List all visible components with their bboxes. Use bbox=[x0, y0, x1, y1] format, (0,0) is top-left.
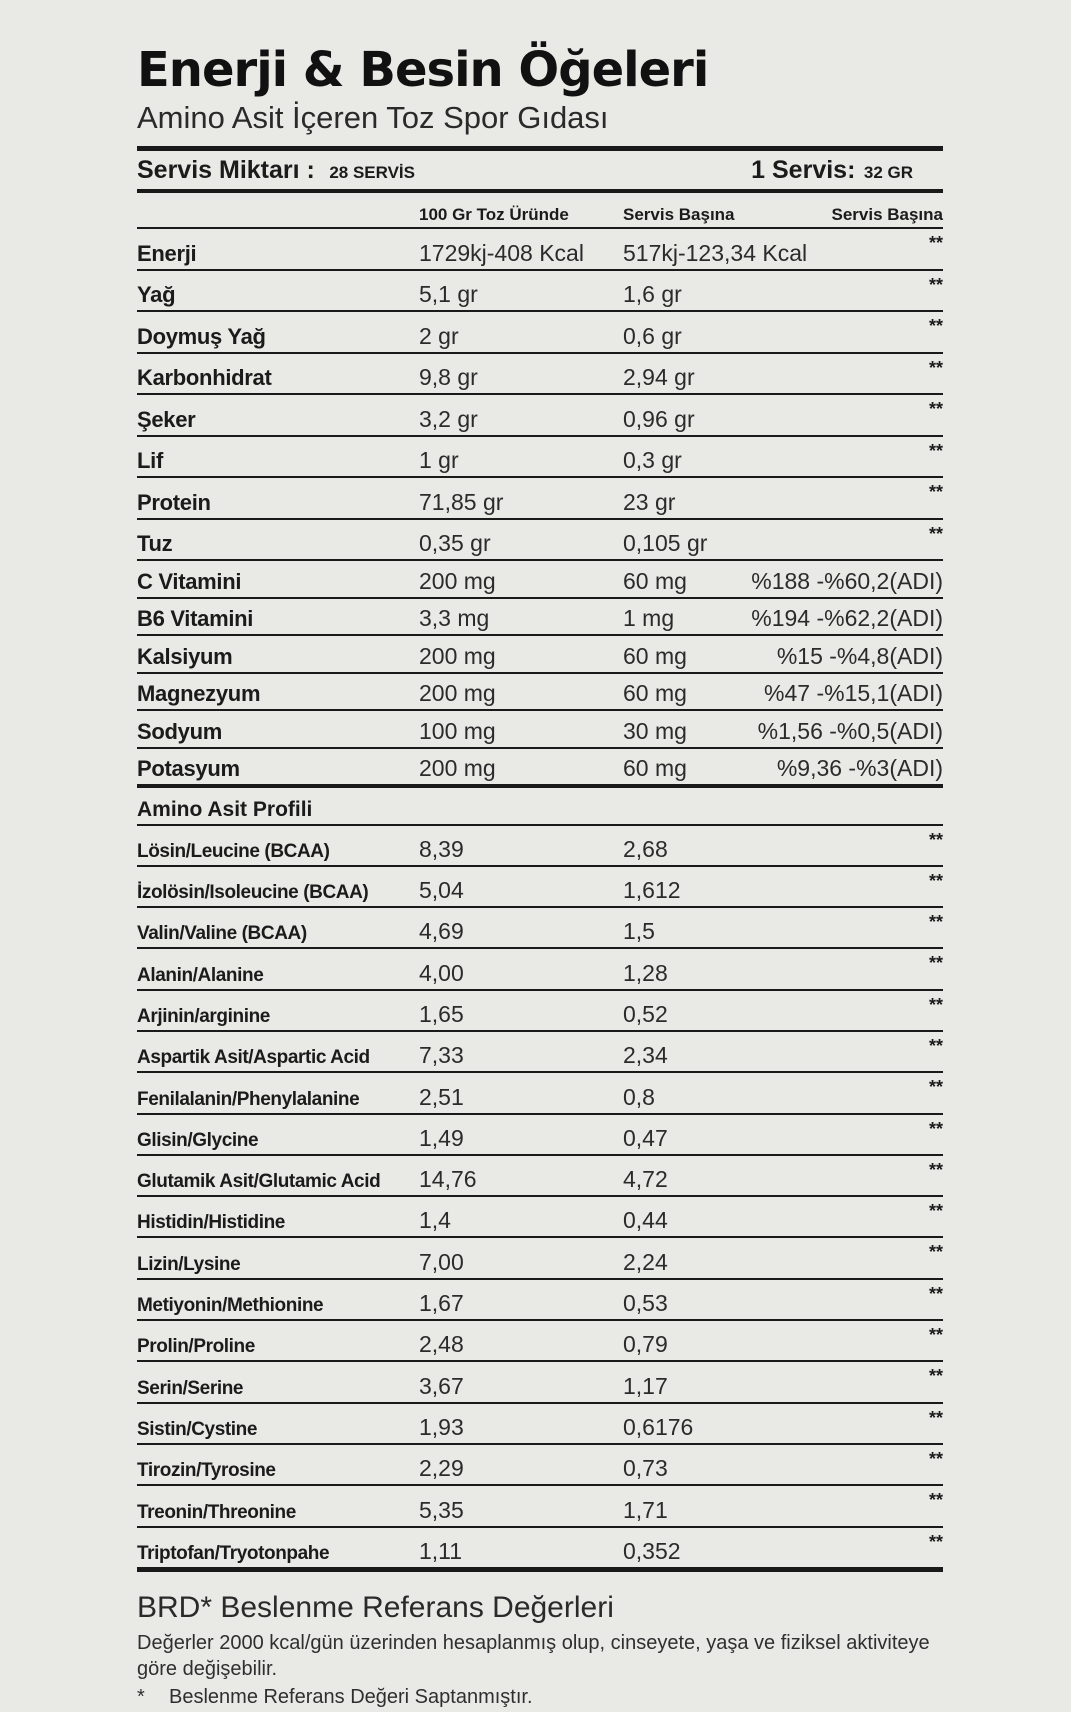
table-row bbox=[137, 1114, 943, 1155]
nutrient-per100: 200 mg bbox=[419, 673, 623, 711]
nutrient-per100: 3,3 mg bbox=[419, 598, 623, 636]
header-per-serving: Servis Başına bbox=[623, 193, 745, 228]
table-row bbox=[137, 228, 943, 270]
amino-reference: ** bbox=[745, 825, 943, 866]
nutrient-name: B6 Vitamini bbox=[137, 598, 419, 636]
amino-reference: ** bbox=[745, 1237, 943, 1278]
nutrient-per100: 200 mg bbox=[419, 560, 623, 598]
amino-per100: 8,39 bbox=[419, 825, 623, 866]
amino-per100: 4,69 bbox=[419, 907, 623, 948]
amino-reference: ** bbox=[745, 1031, 943, 1072]
page-subtitle: Amino Asit İçeren Toz Spor Gıdası bbox=[137, 100, 609, 135]
table-row bbox=[137, 477, 943, 519]
serving-size-label: 1 Servis: bbox=[751, 156, 856, 184]
nutrient-per-serving: 0,96 gr bbox=[623, 394, 745, 436]
nutrient-name: Lif bbox=[137, 436, 419, 478]
nutrient-reference: ** bbox=[745, 353, 943, 395]
nutrient-name: C Vitamini bbox=[137, 560, 419, 598]
table-row bbox=[137, 1361, 943, 1402]
amino-name: Glutamik Asit/Glutamic Acid bbox=[137, 1155, 419, 1196]
nutrient-per100: 5,1 gr bbox=[419, 270, 623, 312]
nutrient-name: Potasyum bbox=[137, 748, 419, 787]
amino-name: Fenilalanin/Phenylalanine bbox=[137, 1072, 419, 1113]
table-row bbox=[137, 1527, 943, 1570]
amino-reference: ** bbox=[745, 990, 943, 1031]
nutrient-reference: ** bbox=[745, 394, 943, 436]
amino-reference: ** bbox=[745, 1155, 943, 1196]
nutrient-reference: %1,56 -%0,5(ADI) bbox=[745, 710, 943, 748]
amino-per100: 7,00 bbox=[419, 1237, 623, 1278]
nutrient-per-serving: 517kj-123,34 Kcal bbox=[623, 228, 745, 270]
nutrient-per-serving: 60 mg bbox=[623, 673, 745, 711]
header-per-serving-ref: Servis Başına bbox=[745, 193, 943, 228]
amino-reference: ** bbox=[745, 1444, 943, 1485]
nutrient-reference: %188 -%60,2(ADI) bbox=[745, 560, 943, 598]
nutrient-reference: ** bbox=[745, 228, 943, 270]
amino-per100: 7,33 bbox=[419, 1031, 623, 1072]
nutrient-name: Tuz bbox=[137, 519, 419, 561]
amino-reference: ** bbox=[745, 866, 943, 907]
nutrient-per100: 3,2 gr bbox=[419, 394, 623, 436]
amino-per-serving: 1,71 bbox=[623, 1485, 745, 1526]
amino-per100: 14,76 bbox=[419, 1155, 623, 1196]
amino-name: Serin/Serine bbox=[137, 1361, 419, 1402]
nutrient-per-serving: 60 mg bbox=[623, 560, 745, 598]
amino-per-serving: 0,53 bbox=[623, 1279, 745, 1320]
note-marker: * bbox=[137, 1685, 145, 1708]
nutrition-label bbox=[137, 40, 943, 1712]
table-row bbox=[137, 748, 943, 787]
amino-per-serving: 0,47 bbox=[623, 1114, 745, 1155]
table-row bbox=[137, 519, 943, 561]
amino-per100: 2,51 bbox=[419, 1072, 623, 1113]
amino-name: Tirozin/Tyrosine bbox=[137, 1444, 419, 1485]
table-row bbox=[137, 1237, 943, 1278]
serving-size-value: 32 GR bbox=[863, 163, 913, 182]
amino-rows bbox=[137, 786, 943, 1569]
nutrient-per-serving: 1 mg bbox=[623, 598, 745, 636]
amino-header-row bbox=[137, 786, 943, 825]
page-title: Enerji & Besin Öğeleri bbox=[137, 42, 709, 98]
serving-amount-value: 28 SERVİS bbox=[329, 163, 415, 182]
serving-amount-label: Servis Miktarı : bbox=[137, 156, 315, 184]
nutrient-rows bbox=[137, 228, 943, 786]
nutrient-per100: 1729kj-408 Kcal bbox=[419, 228, 623, 270]
nutrient-reference: ** bbox=[745, 436, 943, 478]
amino-per100: 4,00 bbox=[419, 948, 623, 989]
amino-name: Alanin/Alanine bbox=[137, 948, 419, 989]
serving-amount bbox=[137, 151, 415, 193]
table-row bbox=[137, 1320, 943, 1361]
table-row bbox=[137, 866, 943, 907]
amino-name: Glisin/Glycine bbox=[137, 1114, 419, 1155]
nutrient-reference: %9,36 -%3(ADI) bbox=[745, 748, 943, 787]
nutrient-per100: 100 mg bbox=[419, 710, 623, 748]
brd-description: Değerler 2000 kcal/gün üzerinden hesaplanmış olup, cinseyete, yaşa ve fiziksel aktiviteye göre değişebilir. bbox=[137, 1631, 930, 1680]
amino-per100: 1,67 bbox=[419, 1279, 623, 1320]
amino-name: İzolösin/Isoleucine (BCAA) bbox=[137, 866, 419, 907]
amino-per-serving: 1,612 bbox=[623, 866, 745, 907]
amino-reference: ** bbox=[745, 1279, 943, 1320]
amino-per-serving: 2,68 bbox=[623, 825, 745, 866]
serving-info bbox=[137, 151, 943, 189]
table-row bbox=[137, 907, 943, 948]
amino-per-serving: 2,34 bbox=[623, 1031, 745, 1072]
amino-name: Arjinin/arginine bbox=[137, 990, 419, 1031]
table-row bbox=[137, 948, 943, 989]
header-empty bbox=[137, 193, 419, 228]
nutrient-name: Doymuş Yağ bbox=[137, 311, 419, 353]
nutrient-per-serving: 0,3 gr bbox=[623, 436, 745, 478]
nutrient-reference: ** bbox=[745, 270, 943, 312]
amino-reference: ** bbox=[745, 1072, 943, 1113]
amino-per100: 5,35 bbox=[419, 1485, 623, 1526]
nutrient-per-serving: 2,94 gr bbox=[623, 353, 745, 395]
table-row bbox=[137, 311, 943, 353]
nutrient-name: Enerji bbox=[137, 228, 419, 270]
table-row bbox=[137, 1403, 943, 1444]
brd-title: BRD* Beslenme Referans Değerleri bbox=[137, 1590, 614, 1624]
table-row bbox=[137, 1031, 943, 1072]
nutrient-name: Protein bbox=[137, 477, 419, 519]
amino-name: Lizin/Lysine bbox=[137, 1237, 419, 1278]
table-row bbox=[137, 990, 943, 1031]
nutrient-reference: %15 -%4,8(ADI) bbox=[745, 635, 943, 673]
nutrition-table bbox=[137, 193, 943, 1572]
amino-name: Prolin/Proline bbox=[137, 1320, 419, 1361]
table-row bbox=[137, 635, 943, 673]
table-row bbox=[137, 1279, 943, 1320]
nutrient-per100: 0,35 gr bbox=[419, 519, 623, 561]
nutrient-reference: %194 -%62,2(ADI) bbox=[745, 598, 943, 636]
amino-per100: 3,67 bbox=[419, 1361, 623, 1402]
nutrient-per-serving: 60 mg bbox=[623, 748, 745, 787]
amino-reference: ** bbox=[745, 1114, 943, 1155]
nutrient-name: Karbonhidrat bbox=[137, 353, 419, 395]
header-per100: 100 Gr Toz Üründe bbox=[419, 193, 623, 228]
amino-per-serving: 0,44 bbox=[623, 1196, 745, 1237]
table-row bbox=[137, 673, 943, 711]
amino-per-serving: 0,352 bbox=[623, 1527, 745, 1570]
amino-per100: 2,48 bbox=[419, 1320, 623, 1361]
amino-reference: ** bbox=[745, 948, 943, 989]
amino-per-serving: 4,72 bbox=[623, 1155, 745, 1196]
amino-name: Histidin/Histidine bbox=[137, 1196, 419, 1237]
nutrient-per100: 200 mg bbox=[419, 635, 623, 673]
amino-per-serving: 0,52 bbox=[623, 990, 745, 1031]
serving-size bbox=[751, 151, 913, 193]
table-row bbox=[137, 270, 943, 312]
amino-name: Sistin/Cystine bbox=[137, 1403, 419, 1444]
amino-name: Metiyonin/Methionine bbox=[137, 1279, 419, 1320]
nutrient-name: Yağ bbox=[137, 270, 419, 312]
nutrient-per-serving: 23 gr bbox=[623, 477, 745, 519]
nutrient-per-serving: 30 mg bbox=[623, 710, 745, 748]
table-row bbox=[137, 825, 943, 866]
nutrient-per100: 1 gr bbox=[419, 436, 623, 478]
nutrient-per100: 2 gr bbox=[419, 311, 623, 353]
nutrient-name: Kalsiyum bbox=[137, 635, 419, 673]
amino-per-serving: 0,8 bbox=[623, 1072, 745, 1113]
nutrient-name: Şeker bbox=[137, 394, 419, 436]
table-row bbox=[137, 710, 943, 748]
table-row bbox=[137, 1155, 943, 1196]
note-text: Beslenme Referans Değeri Saptanmıştır. bbox=[169, 1685, 533, 1708]
table-row bbox=[137, 1444, 943, 1485]
amino-name: Treonin/Threonine bbox=[137, 1485, 419, 1526]
nutrient-per-serving: 0,105 gr bbox=[623, 519, 745, 561]
table-row bbox=[137, 1485, 943, 1526]
nutrient-per100: 71,85 gr bbox=[419, 477, 623, 519]
amino-per-serving: 0,73 bbox=[623, 1444, 745, 1485]
nutrient-per-serving: 1,6 gr bbox=[623, 270, 745, 312]
amino-name: Lösin/Leucine (BCAA) bbox=[137, 825, 419, 866]
amino-per-serving: 1,5 bbox=[623, 907, 745, 948]
amino-per100: 2,29 bbox=[419, 1444, 623, 1485]
amino-per100: 1,49 bbox=[419, 1114, 623, 1155]
nutrient-per-serving: 0,6 gr bbox=[623, 311, 745, 353]
amino-per100: 5,04 bbox=[419, 866, 623, 907]
amino-name: Valin/Valine (BCAA) bbox=[137, 907, 419, 948]
table-header-row bbox=[137, 193, 943, 228]
nutrient-name: Sodyum bbox=[137, 710, 419, 748]
amino-per-serving: 0,6176 bbox=[623, 1403, 745, 1444]
amino-reference: ** bbox=[745, 1196, 943, 1237]
table-row bbox=[137, 436, 943, 478]
amino-reference: ** bbox=[745, 1361, 943, 1402]
nutrient-reference: ** bbox=[745, 519, 943, 561]
table-row bbox=[137, 1196, 943, 1237]
amino-name: Triptofan/Tryotonpahe bbox=[137, 1527, 419, 1570]
amino-reference: ** bbox=[745, 907, 943, 948]
nutrient-reference: ** bbox=[745, 311, 943, 353]
nutrient-name: Magnezyum bbox=[137, 673, 419, 711]
table-row bbox=[137, 560, 943, 598]
table-row bbox=[137, 598, 943, 636]
amino-name: Aspartik Asit/Aspartic Acid bbox=[137, 1031, 419, 1072]
amino-reference: ** bbox=[745, 1320, 943, 1361]
brd-note bbox=[137, 1682, 943, 1712]
nutrient-reference: ** bbox=[745, 477, 943, 519]
amino-reference: ** bbox=[745, 1485, 943, 1526]
amino-per-serving: 1,28 bbox=[623, 948, 745, 989]
table-row bbox=[137, 1072, 943, 1113]
nutrient-per100: 200 mg bbox=[419, 748, 623, 787]
amino-reference: ** bbox=[745, 1527, 943, 1570]
amino-reference: ** bbox=[745, 1403, 943, 1444]
amino-per-serving: 1,17 bbox=[623, 1361, 745, 1402]
amino-per-serving: 2,24 bbox=[623, 1237, 745, 1278]
table-row bbox=[137, 353, 943, 395]
amino-header: Amino Asit Profili bbox=[137, 786, 943, 825]
table-row bbox=[137, 394, 943, 436]
nutrient-per-serving: 60 mg bbox=[623, 635, 745, 673]
amino-per-serving: 0,79 bbox=[623, 1320, 745, 1361]
amino-per100: 1,93 bbox=[419, 1403, 623, 1444]
amino-per100: 1,11 bbox=[419, 1527, 623, 1570]
amino-per100: 1,65 bbox=[419, 990, 623, 1031]
nutrient-reference: %47 -%15,1(ADI) bbox=[745, 673, 943, 711]
amino-per100: 1,4 bbox=[419, 1196, 623, 1237]
nutrient-per100: 9,8 gr bbox=[419, 353, 623, 395]
